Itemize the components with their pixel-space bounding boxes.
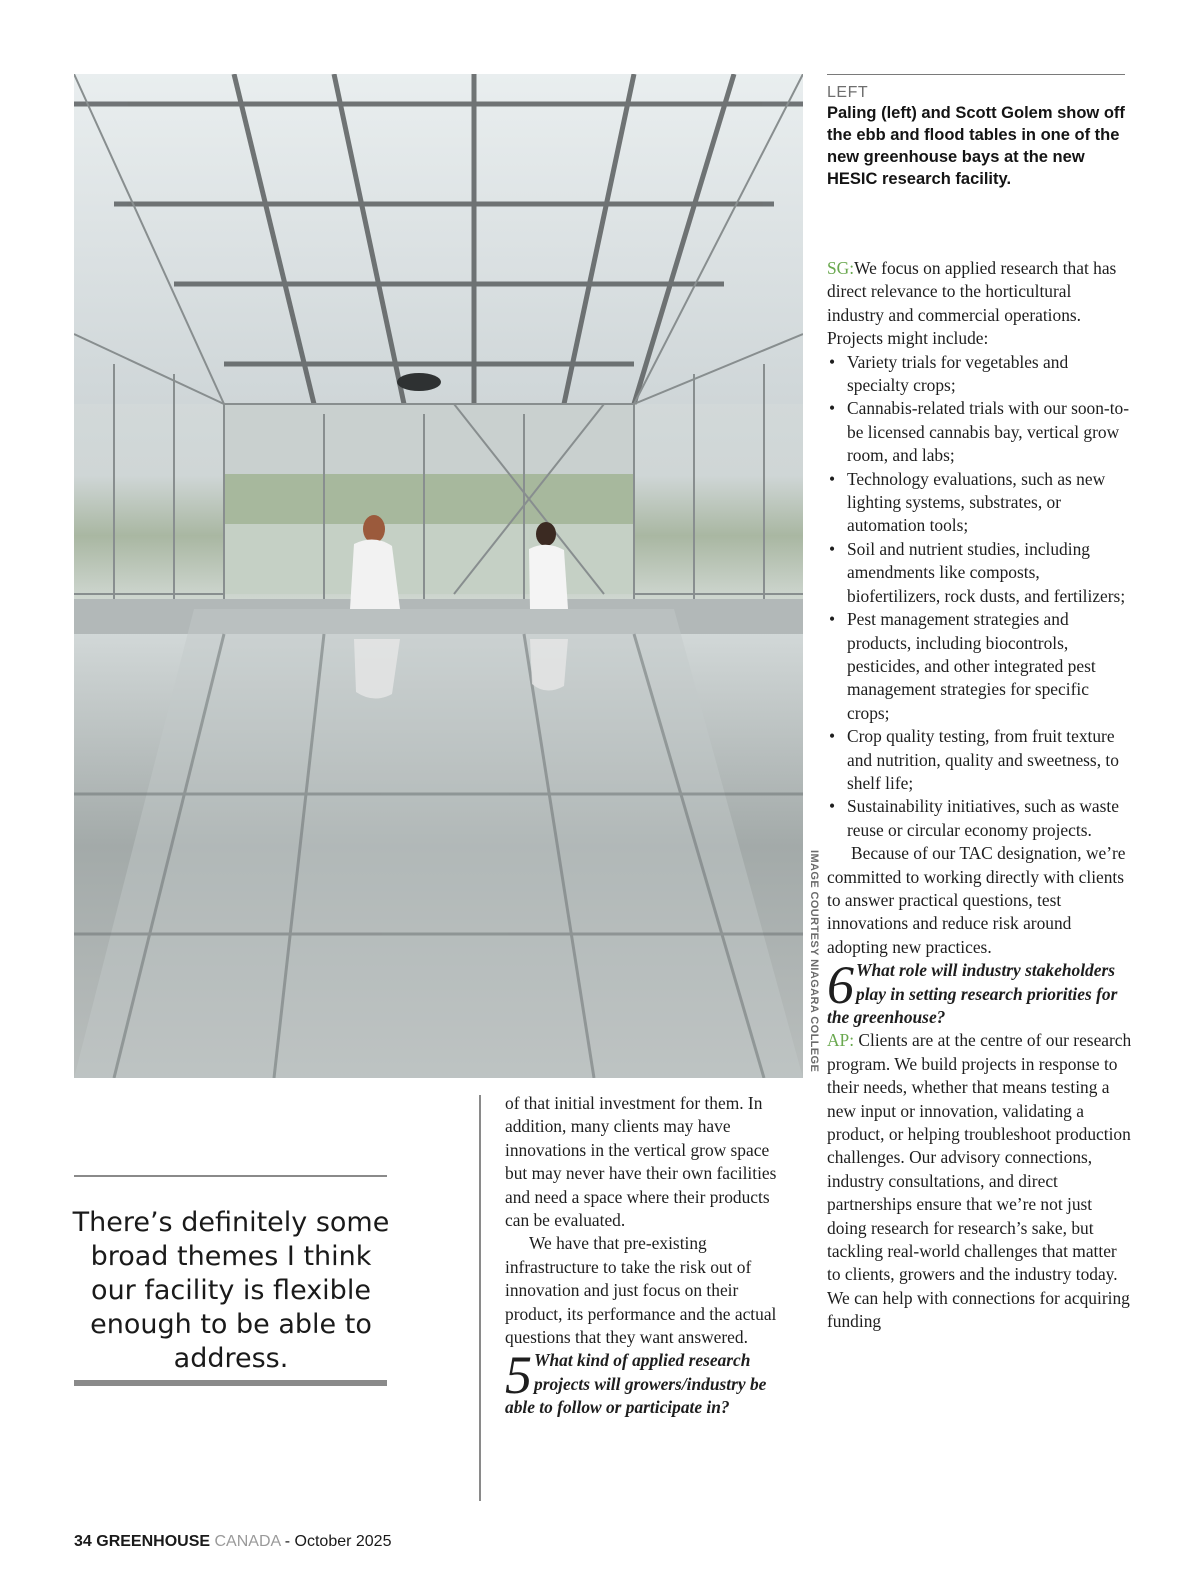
photo-caption: [827, 74, 1125, 190]
body-paragraph: of that initial investment for them. In addition, many clients may have innovations in the vertical grow space but may never have their own facilities and need a space where their products can be evaluated.: [505, 1093, 777, 1231]
question-number: 5: [505, 1345, 532, 1406]
list-item: • Soil and nutrient studies, including amendments like composts, biofertilizers, rock dusts, and fertilizers;: [827, 538, 1132, 608]
article-right-column: [827, 257, 1132, 1334]
list-item: • Crop quality testing, from fruit texture and nutrition, quality and sweetness, to shelf life;: [827, 725, 1132, 795]
intro-paragraph: SG:We focus on applied research that has direct relevance to the horticultural industry and commercial operations. Projects might include:: [827, 258, 1117, 349]
question-5: 5 What kind of applied research projects will growers/industry be able to follow or participate in?: [505, 1345, 767, 1418]
body-paragraph: Because of our TAC designation, we’re committed to working directly with clients to answer practical questions, test innovations and reduce risk around adopting new practices.: [827, 843, 1126, 957]
body-paragraph: We have that pre-existing infrastructure to take the risk out of innovation and just focus on their product, its performance and the actual questions that they want answered.: [505, 1233, 777, 1348]
list-item: • Variety trials for vegetables and specialty crops;: [827, 351, 1132, 398]
list-item: • Sustainability initiatives, such as waste reuse or circular economy projects.: [827, 795, 1132, 842]
list-item: • Cannabis-related trials with our soon-to-be licensed cannabis bay, vertical grow room, and labs;: [827, 397, 1132, 467]
caption-text: Paling (left) and Scott Golem show off the ebb and flood tables in one of the new greenhouse bays at the new HESIC research facility.: [827, 104, 1125, 188]
question-6: 6 What role will industry stakeholders play in setting research priorities for the greenhouse?: [827, 955, 1118, 1027]
list-item: • Pest management strategies and products, including biocontrols, pesticides, and other integrated pest management strategies for specific crops;: [827, 608, 1132, 725]
page-footer: [74, 1533, 391, 1551]
photo-credit: IMAGE COURTESY NIAGARA COLLEGE: [808, 850, 820, 1073]
page-number: 34: [74, 1533, 92, 1550]
speaker-label: SG:: [827, 258, 855, 278]
column-divider: [479, 1095, 481, 1501]
pull-quote-bottom-rule: [74, 1380, 387, 1386]
question-number: 6: [827, 955, 854, 1016]
magazine-brand: GREENHOUSE: [96, 1533, 211, 1550]
magazine-country: CANADA: [214, 1533, 281, 1550]
caption-label: LEFT: [827, 84, 869, 101]
pull-quote-top-rule: [74, 1175, 387, 1177]
greenhouse-photo: [74, 74, 803, 1078]
pull-quote: There’s definitely some broad themes I think our facility is flexible enough to be able to address.: [72, 1207, 390, 1374]
article-middle-column: [505, 1092, 795, 1420]
answer-paragraph: AP: Clients are at the centre of our research program. We build projects in response to their needs, whether that means testing a new input or innovation, validating a product, or helping troubleshoot production challenges. Our advisory connections, industry consultations, and direct partnerships ensure that we’re not just doing research for research’s sake, but tackling real-world challenges that matter to clients, growers and the industry today. We can help with connections for acquiring funding: [827, 1030, 1132, 1332]
issue-date: - October 2025: [284, 1533, 392, 1550]
speaker-label: AP:: [827, 1030, 855, 1051]
list-item: • Technology evaluations, such as new lighting systems, substrates, or automation tools;: [827, 468, 1132, 538]
project-list: [827, 351, 1132, 843]
